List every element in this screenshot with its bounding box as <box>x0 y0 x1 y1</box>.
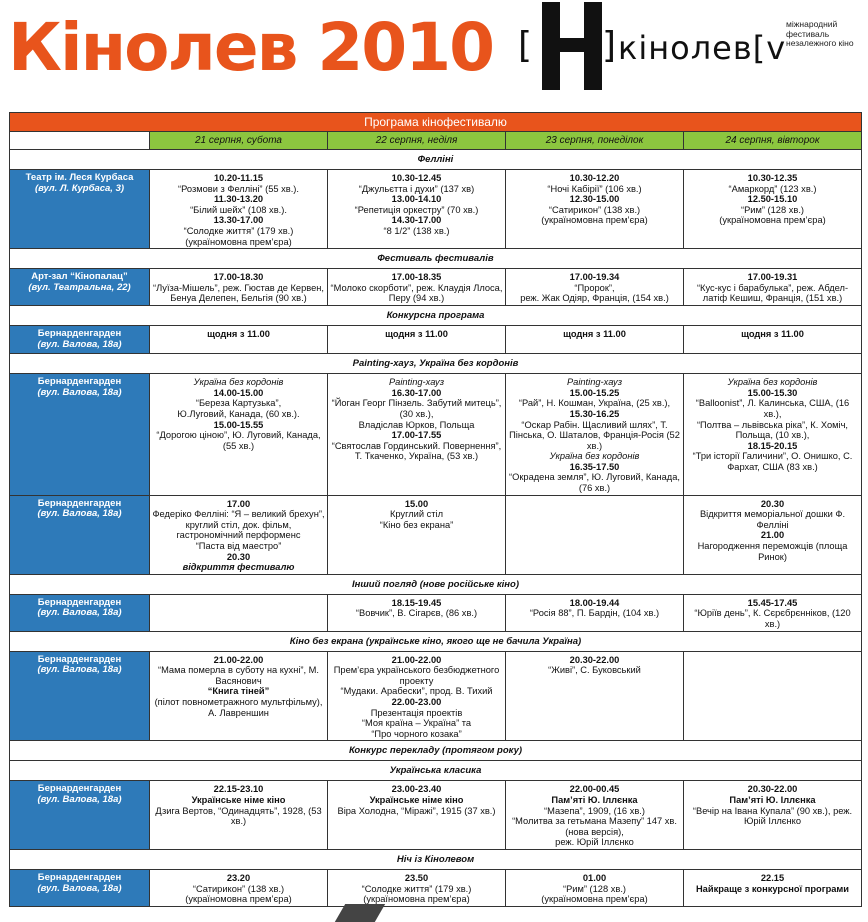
venue-name: Бернарденгарден <box>37 376 122 388</box>
event-cell <box>150 651 328 741</box>
section-title: Конкурсна програма <box>10 305 862 325</box>
venue-cell <box>10 495 150 574</box>
section-header-row <box>10 849 862 869</box>
venue-name: Бернарденгарден <box>37 871 122 883</box>
venue-name: Бернарденгарден <box>37 783 122 795</box>
event-cell <box>150 495 328 574</box>
days-row <box>10 132 862 150</box>
event-line: 17.00-17.55 <box>391 430 442 441</box>
event-cell <box>150 170 328 249</box>
section-header-row <box>10 741 862 761</box>
venue-address: (вул. Валова, 18а) <box>37 607 122 619</box>
venue-address: (вул. Валова, 18а) <box>37 338 122 350</box>
venue-cell <box>10 269 150 306</box>
event-line: 18.00-19.44 <box>569 597 620 608</box>
section-title: Фелліні <box>10 150 862 170</box>
event-line: 22.15 <box>760 872 785 883</box>
event-cell <box>684 781 862 850</box>
event-line: “Юріїв день”, К. Сєрєбрєнніков, (120 хв.) <box>694 608 854 629</box>
event-line: “Оскар Рабін. Щасливий шлях”, Т. Пінська, О. Шаталов, Франція-Росія (52 хв.) <box>509 419 683 451</box>
logo-mark-icon <box>530 2 612 90</box>
event-cell <box>328 269 506 306</box>
event-line: 15.30-16.25 <box>569 408 620 419</box>
event-cell <box>150 374 328 496</box>
venue-name: Бернарденгарден <box>37 653 122 665</box>
event-line: 14.30-17.00 <box>391 215 442 226</box>
event-line: “Мама померла в суботу на кухні”, М. Васянович <box>157 665 322 686</box>
event-line: Українське німе кіно <box>369 794 464 805</box>
venue-address: (вул. Л. Курбаса, 3) <box>34 182 125 194</box>
section-header-row <box>10 574 862 594</box>
section-header-row <box>10 761 862 781</box>
event-line: 18.15-20.15 <box>747 440 798 451</box>
event-line: “Мазепа”, 1909, (16 хв.) <box>544 805 645 816</box>
event-line: Презентація проектів <box>370 707 463 718</box>
page-title: Кінолев 2010 <box>8 9 494 86</box>
event-line: “Рим” (128 хв.) <box>740 204 805 215</box>
event-line: “Книга тіней” <box>207 686 270 697</box>
event-line: “Росія 88”, П. Бардін, (104 хв.) <box>529 608 660 619</box>
schedule-row <box>10 594 862 631</box>
venue-name: Арт-зал “Кінопалац” <box>31 271 128 283</box>
venue-cell <box>10 325 150 353</box>
section-header-row <box>10 150 862 170</box>
event-cell <box>328 325 506 353</box>
event-line: “Луїза-Мішель”, реж. Гюстав де Кервен, Бенуа Делепен, Бельгія (90 хв.) <box>153 282 327 304</box>
event-line: “Дорогою ціною”, Ю. Луговий, Канада, (55 хв.) <box>156 430 324 451</box>
event-line: “Білий шейх” (108 хв.). <box>190 204 287 215</box>
event-line: “Окрадена земля”, Ю. Луговий, Канада, (76 хв.) <box>509 472 683 494</box>
day-header: 24 серпня, вівторок <box>684 132 862 150</box>
event-cell <box>506 869 684 906</box>
event-line: щодня з 11.00 <box>741 328 804 339</box>
event-line: (україномовна прем’єра) <box>363 894 470 905</box>
event-cell <box>684 869 862 906</box>
section-title: Українська класика <box>10 761 862 781</box>
event-line: 22.00-00.45 <box>569 784 620 795</box>
event-line: 20.30 <box>226 551 251 562</box>
event-cell <box>506 495 684 574</box>
event-line: 12.50-15.10 <box>747 194 798 205</box>
venue-name: Бернарденгарден <box>37 596 122 608</box>
event-line: (пілот повнометражного мультфільму), <box>154 696 323 707</box>
event-line: (україномовна прем’єра) <box>719 215 826 226</box>
event-line: 22.00-23.00 <box>391 696 442 707</box>
event-cell <box>328 869 506 906</box>
event-line: Найкраще з конкурсної програми <box>695 883 850 894</box>
schedule-row <box>10 781 862 850</box>
event-line: 10.30-12.35 <box>747 173 798 183</box>
event-line: 15.00-15.55 <box>213 419 264 430</box>
section-header-row <box>10 249 862 269</box>
event-cell <box>150 325 328 353</box>
event-line: Владіслав Юрков, Польща <box>358 419 475 430</box>
event-cell <box>328 594 506 631</box>
event-line: “Пророк”, <box>574 282 615 293</box>
event-line: “Вечір на Івана Купала” (90 хв.), реж. Юрій Іллєнко <box>692 805 855 827</box>
event-line: “Репетиція оркестру” (70 хв.) <box>354 204 479 215</box>
schedule-row <box>10 374 862 496</box>
venue-address: (вул. Валова, 18а) <box>37 793 122 805</box>
event-line: Україна без кордонів <box>193 377 284 388</box>
event-cell <box>684 651 862 741</box>
section-header-row <box>10 354 862 374</box>
event-line: “Вовчик”, В. Сігарєв, (86 хв.) <box>355 608 478 619</box>
event-cell <box>506 325 684 353</box>
event-line: “Паста від маестро” <box>195 541 282 552</box>
venue-address: (вул. Валова, 18а) <box>37 882 122 894</box>
event-cell <box>684 170 862 249</box>
schedule-row <box>10 170 862 249</box>
event-line: Україна без кордонів <box>727 377 818 388</box>
event-cell <box>506 170 684 249</box>
event-line: Ю.Луговий, Канада, (60 хв.). <box>177 408 300 419</box>
event-cell <box>506 651 684 741</box>
event-cell <box>328 495 506 574</box>
event-cell <box>506 781 684 850</box>
event-line: (україномовна прем’єра) <box>185 236 292 247</box>
event-line: 13.30-17.00 <box>213 215 264 226</box>
event-line: 16.30-17.00 <box>391 387 442 398</box>
section-title: Ніч із Кінолевом <box>10 849 862 869</box>
event-line: Віра Холодна, “Міражі”, 1915 (37 хв.) <box>337 805 496 816</box>
event-line: “Balloonist”, Л. Калинська, США, (16 хв.), <box>695 398 852 419</box>
event-cell <box>506 594 684 631</box>
day-header: 21 серпня, субота <box>150 132 328 150</box>
event-line: 13.00-14.10 <box>391 194 442 205</box>
event-line: “Моя країна – Україна” та <box>361 718 472 729</box>
event-line: (україномовна прем’єра) <box>541 894 648 905</box>
event-line: “Кіно без екрана” <box>379 519 454 530</box>
event-line: “Молоко скорботи”, реж. Клаудія Ллоса, Перу (94 хв.) <box>330 282 506 304</box>
event-line: 01.00 <box>582 872 607 883</box>
event-line: 23.20 <box>226 872 251 883</box>
event-line: Українське німе кіно <box>191 794 286 805</box>
section-header-row <box>10 305 862 325</box>
event-cell <box>328 374 506 496</box>
venue-cell <box>10 869 150 906</box>
schedule-row <box>10 869 862 906</box>
event-line: щодня з 11.00 <box>563 328 626 339</box>
event-line: Painting-хауз <box>388 377 445 388</box>
event-line: “Про чорного козака” <box>371 728 462 739</box>
day-header: 23 серпня, понеділок <box>506 132 684 150</box>
event-line: 15.00 <box>404 498 429 509</box>
venue-cell <box>10 594 150 631</box>
event-line: “Йоган Георг Пінзель. Забутий митець”, (30 хв.), <box>331 398 504 419</box>
event-line: 23.50 <box>404 872 429 883</box>
event-cell <box>150 781 328 850</box>
event-line: щодня з 11.00 <box>385 328 448 339</box>
logo-name: кінолев[v <box>618 29 787 67</box>
event-line: 22.15-23.10 <box>213 784 264 795</box>
event-line: 17.00-19.34 <box>569 272 620 283</box>
event-line: 10.30-12.20 <box>569 173 620 183</box>
event-line: реж. Жак Одіяр, Франція, (154 хв.) <box>520 293 669 304</box>
event-line: “Молитва за гетьмана Мазепу” 147 хв. (нова версія), <box>512 816 680 837</box>
event-line: (україномовна прем’єра) <box>541 215 648 226</box>
event-line: 10.20-11.15 <box>213 173 264 183</box>
event-cell <box>684 594 862 631</box>
event-line: 21.00-22.00 <box>213 654 264 665</box>
event-line: 17.00-18.35 <box>391 272 442 283</box>
program-header: Програма кінофестивалю <box>10 113 862 132</box>
event-line: 17.00-18.30 <box>213 272 264 283</box>
event-line: Круглий стіл <box>389 509 444 520</box>
event-cell <box>150 269 328 306</box>
program-table <box>9 112 862 907</box>
event-cell <box>328 781 506 850</box>
logo-right-bracket: ] <box>602 25 617 66</box>
program-header-row <box>10 113 862 132</box>
schedule-row <box>10 651 862 741</box>
event-line: 20.30 <box>760 498 785 509</box>
event-line: Пам’яті Ю. Іллєнка <box>551 794 638 805</box>
event-cell <box>150 869 328 906</box>
event-line: “Живі”, С. Буковський <box>548 665 641 676</box>
section-header-row <box>10 631 862 651</box>
event-line: “Полтва – львівська ріка”, К. Хоміч, Польща, (10 хв.), <box>696 419 851 441</box>
event-cell <box>684 374 862 496</box>
event-cell <box>506 269 684 306</box>
event-line: “Мудаки. Арабески”, прод. В. Тихий <box>340 686 493 697</box>
schedule-row <box>10 495 862 574</box>
event-line: Прем’єра українського безбюджетного проекту <box>333 665 502 686</box>
event-line: “Рим” (128 хв.) <box>562 883 627 894</box>
event-line: (україномовна прем’єра) <box>185 894 292 905</box>
venue-address: (вул. Валова, 18а) <box>37 386 122 398</box>
event-line: 18.15-19.45 <box>391 597 442 608</box>
event-line: 15.45-17.45 <box>747 597 798 608</box>
section-title: Painting-хауз, Україна без кордонів <box>10 354 862 374</box>
venue-name: Бернарденгарден <box>37 327 122 339</box>
event-line: 10.30-12.45 <box>391 173 442 183</box>
venue-name: Театр ім. Леся Курбаса <box>25 172 134 183</box>
schedule-row <box>10 269 862 306</box>
event-line: 14.00-15.00 <box>213 387 264 398</box>
event-line: “Сатирикон” (138 хв.) <box>192 883 285 894</box>
venue-cell <box>10 651 150 741</box>
venue-cell <box>10 170 150 249</box>
schedule-row <box>10 325 862 353</box>
venue-address: (вул. Валова, 18а) <box>37 508 122 520</box>
section-title: Фестиваль фестивалів <box>10 249 862 269</box>
event-line: Пам’яті Ю. Іллєнка <box>729 794 816 805</box>
event-cell <box>684 325 862 353</box>
section-title: Інший погляд (нове російське кіно) <box>10 574 862 594</box>
event-line: 21.00-22.00 <box>391 654 442 665</box>
event-line: “Береза Картузька”, <box>195 398 282 409</box>
event-line: відкриття фестивалю <box>182 562 295 573</box>
venue-address: (вул. Театральна, 22) <box>28 281 131 293</box>
event-line: Painting-хауз <box>566 377 623 388</box>
event-line: 21.00 <box>760 530 785 541</box>
event-line: Федеріко Фелліні: “Я – великий брехун”, круглий стіл, док. фільм, гастрономічний перформенс <box>152 509 328 541</box>
event-line: 16.35-17.50 <box>569 461 620 472</box>
venue-address: (вул. Валова, 18а) <box>37 664 122 676</box>
event-cell <box>328 170 506 249</box>
event-line: “Три історії Галичини”, О. Онишко, С. Фархат, США (83 хв.) <box>692 451 855 472</box>
festival-logo <box>518 2 864 90</box>
event-line: реж. Юрій Іллєнко <box>555 837 634 848</box>
days-corner <box>10 132 150 150</box>
event-cell <box>328 651 506 741</box>
event-line: “Рай”, Н. Кошман, Україна, (25 хв.), <box>518 398 671 409</box>
event-line: 12.30-15.00 <box>569 194 620 205</box>
event-line: “Ночі Кабірії” (106 хв.) <box>547 183 642 194</box>
event-line: 20.30-22.00 <box>569 654 620 665</box>
event-line: 15.00-15.30 <box>747 387 798 398</box>
event-cell <box>150 594 328 631</box>
event-line: 20.30-22.00 <box>747 784 798 795</box>
venue-name: Бернарденгарден <box>37 497 122 509</box>
event-line: “Амаркорд” (123 хв.) <box>728 183 817 194</box>
event-line: “Солодке життя” (179 хв.) <box>361 883 472 894</box>
event-cell <box>684 495 862 574</box>
event-line: “8 1/2” (138 хв.) <box>383 225 450 236</box>
event-line: Нагородження переможців (площа Ринок) <box>697 541 851 562</box>
event-line: “Солодке життя” (179 хв.) <box>183 225 294 236</box>
event-line: “Джульєтта і духи” (137 хв) <box>358 183 475 194</box>
event-line: “Розмови з Фелліні” (55 хв.). <box>178 183 299 194</box>
decorative-shape <box>335 904 385 922</box>
venue-cell <box>10 374 150 496</box>
event-line: щодня з 11.00 <box>207 328 270 339</box>
day-header: 22 серпня, неділя <box>328 132 506 150</box>
event-line: Відкриття меморіальної дошки Ф. Фелліні <box>699 509 848 530</box>
section-title: Конкурс перекладу (протягом року) <box>10 741 862 761</box>
logo-subtitle: міжнародний фестиваль незалежного кіно <box>786 19 854 48</box>
event-line: 11.30-13.20 <box>213 194 264 205</box>
event-line: “Кус-кус і барабулька”, реж. Абдел-латіф Кешиш, Франція, (151 хв.) <box>696 282 849 304</box>
event-line: “Святослав Гординський. Повернення”, Т. Ткаченко, Україна, (53 хв.) <box>331 440 504 462</box>
event-line: Україна без кордонів <box>549 451 640 462</box>
event-line: “Сатирикон” (138 хв.) <box>548 204 641 215</box>
logo-left-bracket: [ <box>518 25 533 66</box>
event-line: 17.00 <box>226 498 251 509</box>
event-line: Дзига Вертов, “Одинадцять”, 1928, (53 хв.) <box>155 805 325 827</box>
event-line: 15.00-15.25 <box>569 387 620 398</box>
event-cell <box>506 374 684 496</box>
section-title: Кіно без екрана (українське кіно, якого ще не бачила Україна) <box>10 631 862 651</box>
event-line: 23.00-23.40 <box>391 784 442 795</box>
event-line: А. Лавреншин <box>208 707 269 718</box>
event-cell <box>684 269 862 306</box>
venue-cell <box>10 781 150 850</box>
event-line: 17.00-19.31 <box>747 272 798 283</box>
